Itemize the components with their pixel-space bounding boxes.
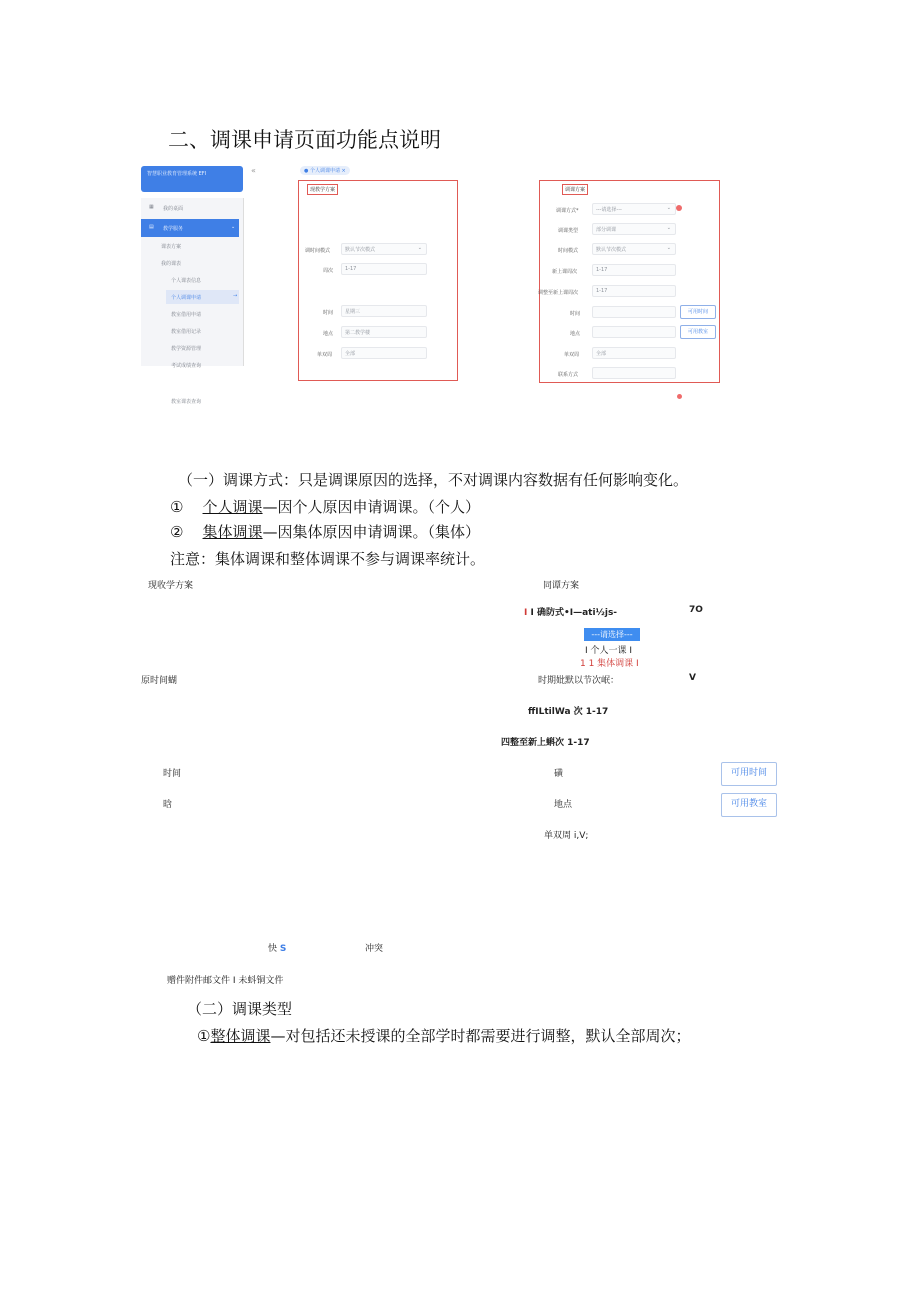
sidebar-item-room-record[interactable]: 教室借用记录: [171, 329, 202, 335]
dropdown-selected[interactable]: ---请选择---: [584, 628, 640, 641]
chevron-down-icon: ⌄: [231, 224, 236, 230]
timemode-select[interactable]: 默认节次模式 ⌄: [592, 243, 676, 255]
oddeven-row: 单双周 i,V;: [544, 831, 589, 841]
right-header: 同谭方案: [543, 581, 580, 591]
place-field[interactable]: [592, 326, 676, 338]
time-field[interactable]: [592, 306, 676, 318]
field-label: 调时间模式: [305, 248, 331, 254]
place-field[interactable]: 第二教学楼: [341, 326, 427, 338]
field-label: 地点: [323, 331, 334, 337]
attachment-label: 赠件附件邮文件 I 未蚪铜文件: [167, 976, 284, 986]
time-field[interactable]: 星期三: [341, 305, 427, 317]
required-dot: [676, 205, 682, 211]
sidebar-item-info[interactable]: 个人课表信息: [171, 278, 202, 284]
field-label: 时间: [323, 310, 334, 316]
field-label: 调课类型: [558, 228, 579, 234]
sidebar-item-teaching[interactable]: 教学服务: [163, 226, 184, 232]
sidebar-item-desktop[interactable]: 我的桌面: [163, 206, 184, 212]
list-item: ①整体调课—对包括还未授课的全部学时都需要进行调整，默认全部周次；: [197, 1027, 691, 1045]
sidebar-item-resource[interactable]: 教学资源管理: [171, 346, 202, 352]
contact-field[interactable]: [592, 367, 676, 379]
tab-personal-apply[interactable]: ● 个人调课申请 ×: [300, 166, 350, 175]
sidebar-banner: 智慧职业教育管理系统 EFI: [141, 166, 243, 192]
available-room-button[interactable]: 可用教室: [721, 793, 777, 817]
method-select[interactable]: ---请选择--- ⌄: [592, 203, 676, 215]
oddeven-field[interactable]: 全部: [592, 347, 676, 359]
arrow-right-icon: →: [233, 293, 238, 299]
right-time: 磺: [554, 769, 564, 779]
note: 注意：集体调课和整体调课不参与调课率统计。: [170, 550, 486, 568]
left-header: 现收学方案: [148, 581, 194, 591]
field-label: 新上课周次: [552, 269, 578, 275]
left-place: 晗: [163, 800, 173, 810]
field-label: 时间: [570, 311, 581, 317]
sidebar-item-room[interactable]: 教室借用申请: [171, 312, 202, 318]
target-week-field[interactable]: 1-17: [592, 285, 676, 297]
chevron-down-icon: ⌄: [666, 245, 671, 251]
fast-label: 快 S: [268, 944, 287, 954]
section2-title: （二）调课类型: [187, 1000, 293, 1018]
sidebar-item-exam[interactable]: 考试成绩查询: [171, 363, 202, 369]
method-mark: 7O: [689, 605, 703, 615]
section-tag: 调课方案: [562, 184, 588, 195]
new-week-field[interactable]: 1-17: [592, 264, 676, 276]
dropdown-option-personal[interactable]: I 个人一课 I: [585, 646, 633, 656]
list-item: ② 集体调课—因集体原因申请调课。（集体）: [170, 523, 481, 541]
list-item: ① 个人调课—因个人原因申请调课。（个人）: [170, 498, 481, 516]
indicator-dot: [677, 394, 682, 399]
type-select[interactable]: 部分调课 ⌄: [592, 223, 676, 235]
available-room-button[interactable]: 可用教室: [680, 325, 716, 339]
double-chevron-left-icon[interactable]: «: [251, 166, 256, 175]
current-plan-panel: [298, 180, 458, 381]
week-field[interactable]: 1-17: [341, 263, 427, 275]
field-label: 时间模式: [558, 248, 579, 254]
section1-title: （一）调课方式：只是调课原因的选择，不对调课内容数据有任何影响变化。: [178, 471, 689, 489]
sidebar-screenshot: [141, 162, 256, 410]
sidebar-divider: [243, 198, 244, 366]
chevron-down-icon[interactable]: V: [689, 673, 696, 683]
left-time-mode: 原时间蝴: [141, 676, 178, 686]
new-week-row: 四整至新上蝌次 1-17: [501, 738, 590, 748]
field-label: 地点: [570, 331, 581, 337]
section-tag: 现教学方案: [307, 184, 338, 195]
method-label: I I 确防式•I—ati½js-: [524, 608, 618, 618]
book-icon: ▤: [149, 224, 154, 230]
right-time-mode: 时期妣默以节次岷：: [538, 676, 620, 686]
sidebar-item-room-schedule[interactable]: 教室课表查询: [171, 399, 202, 405]
conflict-label: 冲突: [365, 944, 384, 954]
dropdown-option-group[interactable]: 1 1 集体调课 I: [580, 659, 639, 669]
available-time-button[interactable]: 可用时间: [721, 762, 777, 786]
windows-icon: ▦: [149, 204, 154, 210]
field-label: 调整至新上课周次: [538, 290, 579, 296]
available-time-button[interactable]: 可用时间: [680, 305, 716, 319]
left-time: 时间: [163, 769, 182, 779]
right-place: 地点: [554, 800, 573, 810]
chevron-down-icon: ⌄: [666, 205, 671, 211]
sidebar-item-schedule[interactable]: 我的课表: [161, 261, 182, 267]
oddeven-field[interactable]: 全部: [341, 347, 427, 359]
field-label: 单双周: [317, 352, 333, 358]
week-row: ffILtilWa 次 1-17: [528, 707, 609, 717]
chevron-down-icon: ⌄: [417, 245, 422, 251]
field-label: 调课方式*: [556, 208, 579, 214]
field-label: 周次: [323, 268, 334, 274]
chevron-down-icon: ⌄: [666, 225, 671, 231]
sidebar-item-apply[interactable]: 个人调课申请: [171, 295, 202, 301]
sidebar-item-plan[interactable]: 课表方案: [161, 244, 182, 250]
adjust-plan-panel: [539, 180, 720, 383]
field-label: 联系方式: [558, 372, 579, 378]
time-mode-select[interactable]: 默认节次模式 ⌄: [341, 243, 427, 255]
page-heading: 二、调课申请页面功能点说明: [168, 128, 441, 152]
sidebar-menu-active[interactable]: [141, 219, 239, 237]
field-label: 单双周: [564, 352, 580, 358]
